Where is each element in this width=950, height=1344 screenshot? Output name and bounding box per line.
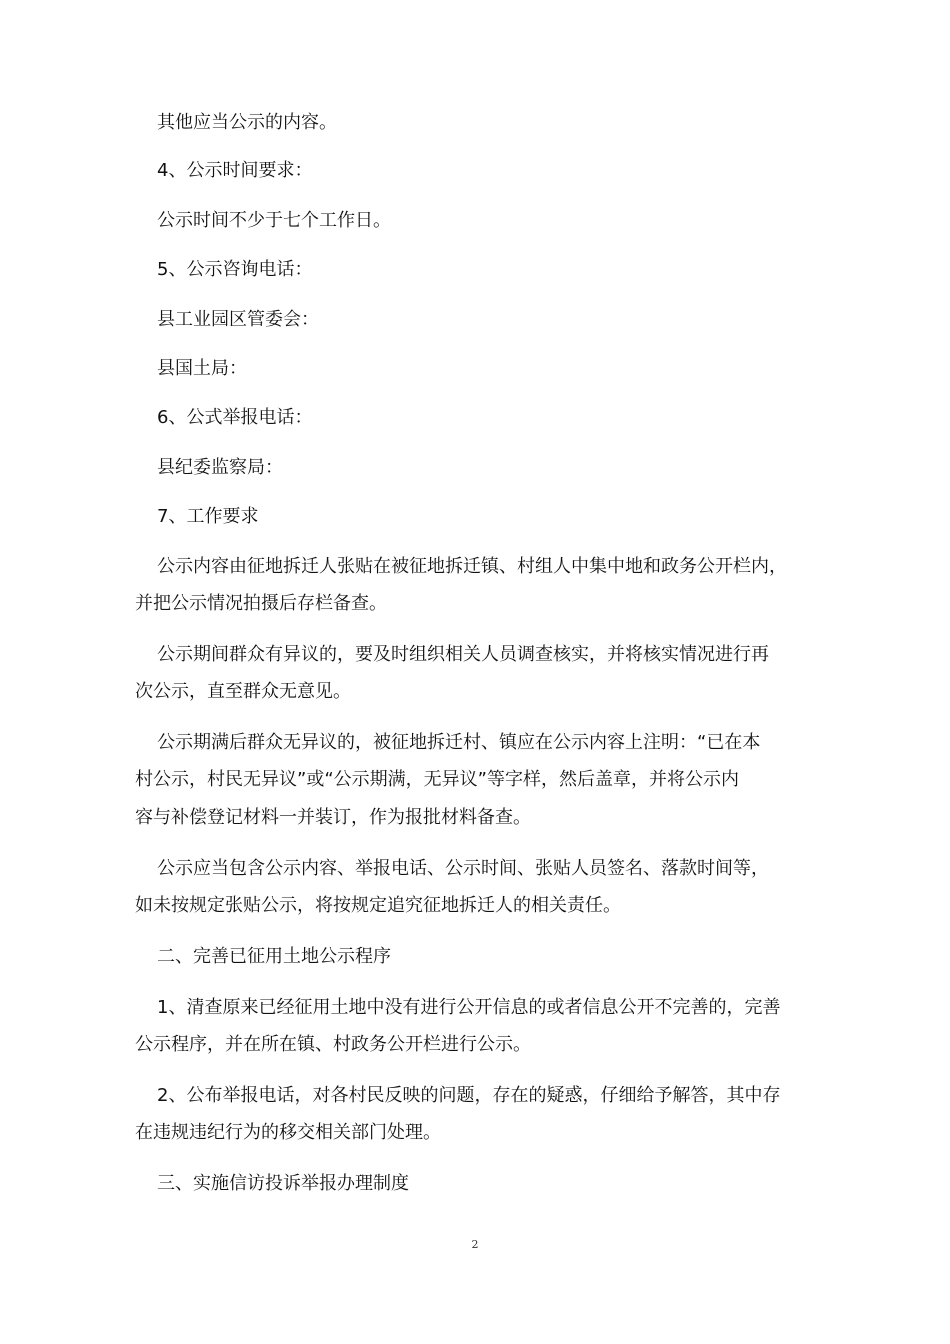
paragraph-line: 并把公示情况拍摄后存栏备查。 [135, 593, 387, 614]
section-heading: 4、公示时间要求： [157, 160, 313, 181]
text-line: 县国土局： [157, 358, 247, 379]
paragraph-line: 公示期满后群众无异议的，被征地拆迁村、镇应在公示内容上注明：“已在本 [157, 732, 761, 753]
paragraph-line: 公示内容由征地拆迁人张贴在被征地拆迁镇、村组人中集中地和政务公开栏内， [157, 556, 787, 577]
paragraph-line: 1、清查原来已经征用土地中没有进行公开信息的或者信息公开不完善的，完善 [157, 997, 781, 1018]
section-heading: 6、公式举报电话： [157, 407, 313, 428]
text-line: 其他应当公示的内容。 [157, 112, 337, 133]
paragraph-line: 如未按规定张贴公示，将按规定追究征地拆迁人的相关责任。 [135, 895, 621, 916]
page-number: 2 [471, 1238, 479, 1251]
text-line: 县工业园区管委会： [157, 309, 319, 330]
paragraph-line: 村公示，村民无异议”或“公示期满，无异议”等字样，然后盖章，并将公示内 [135, 769, 739, 790]
text-line: 县纪委监察局： [157, 457, 283, 478]
section-heading: 5、公示咨询电话： [157, 259, 313, 280]
paragraph-line: 2、公布举报电话，对各村民反映的问题，存在的疑惑，仔细给予解答，其中存 [157, 1085, 781, 1106]
paragraph-line: 公示程序，并在所在镇、村政务公开栏进行公示。 [135, 1034, 531, 1055]
paragraph-line: 容与补偿登记材料一并装订，作为报批材料备查。 [135, 807, 531, 828]
text-line: 公示时间不少于七个工作日。 [157, 210, 391, 231]
paragraph-line: 在违规违纪行为的移交相关部门处理。 [135, 1122, 441, 1143]
paragraph-line: 公示期间群众有异议的，要及时组织相关人员调查核实，并将核实情况进行再 [157, 644, 769, 665]
section-heading: 三、实施信访投诉举报办理制度 [157, 1173, 409, 1194]
section-heading: 7、工作要求 [157, 506, 259, 527]
paragraph-line: 公示应当包含公示内容、举报电话、公示时间、张贴人员签名、落款时间等， [157, 858, 769, 879]
paragraph-line: 次公示，直至群众无意见。 [135, 681, 351, 702]
section-heading: 二、完善已征用土地公示程序 [157, 946, 391, 967]
